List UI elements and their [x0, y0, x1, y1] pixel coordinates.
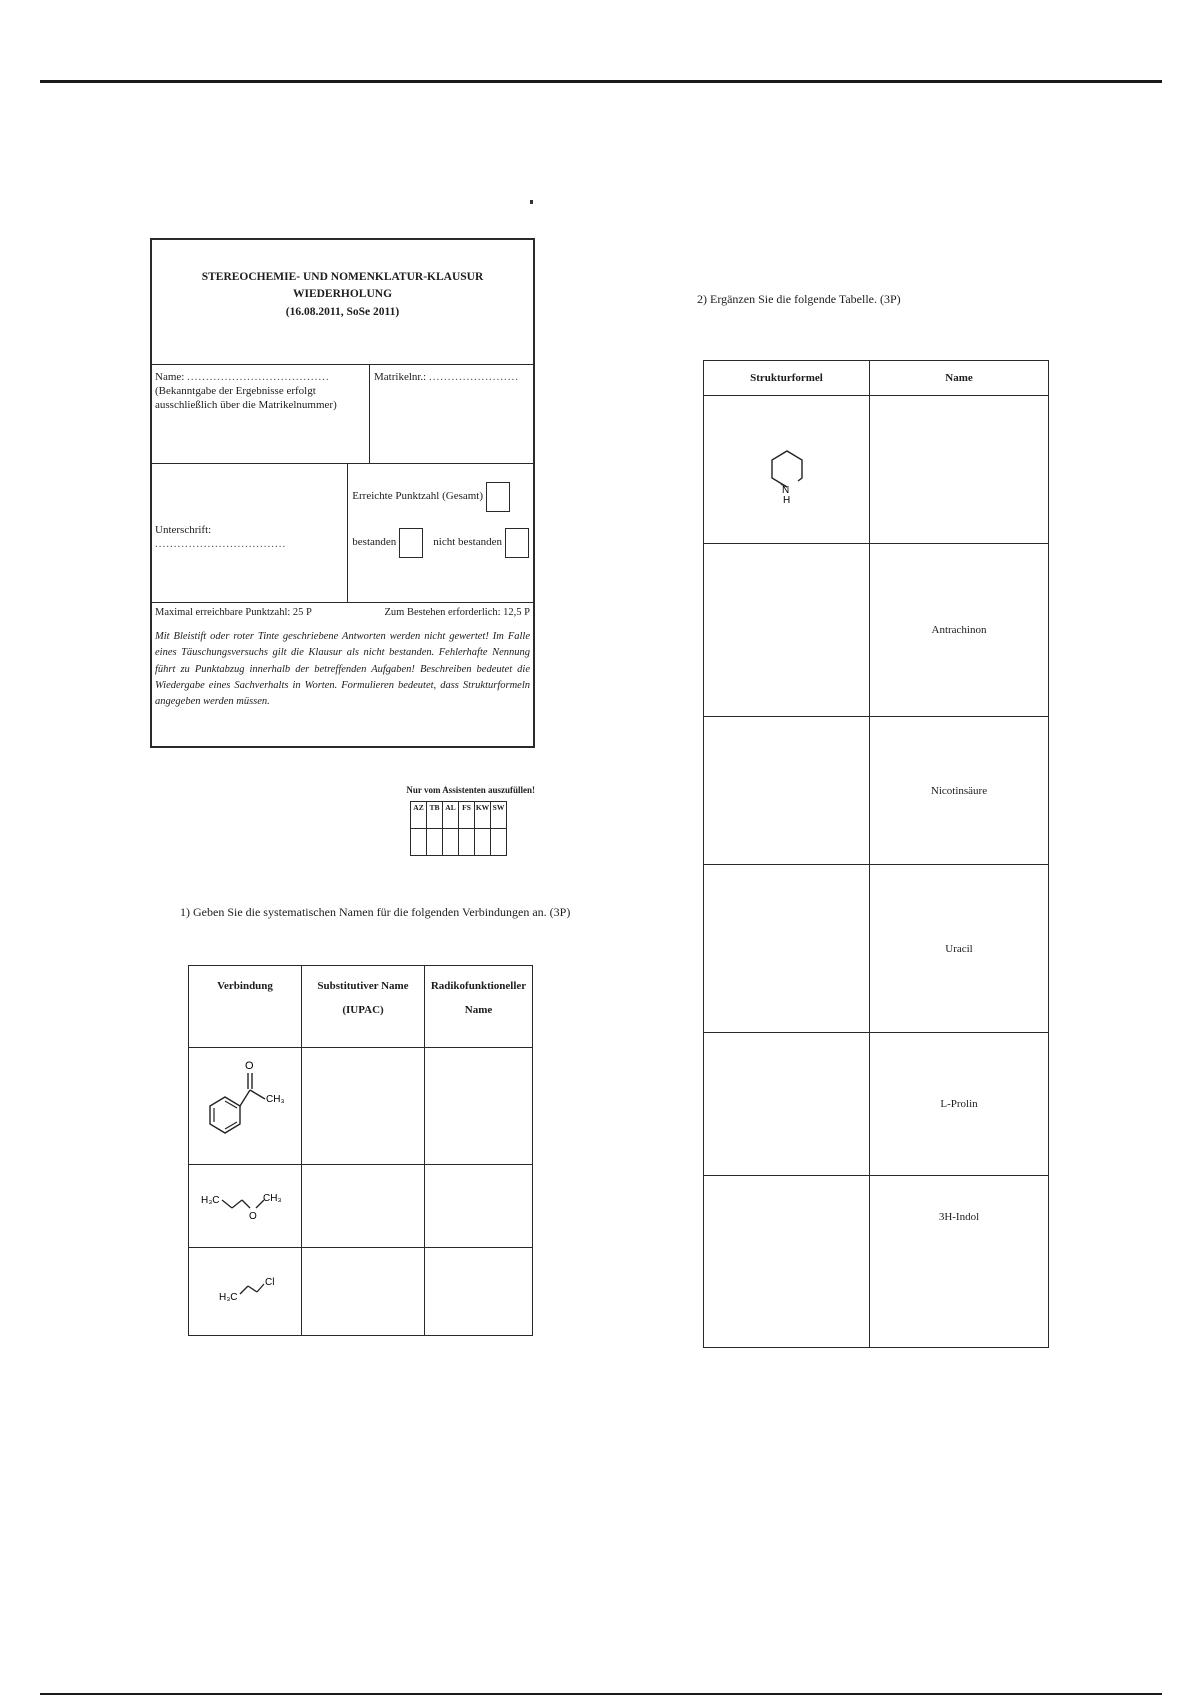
grader-az: AZ: [411, 802, 427, 829]
signature-label: Unterschrift:: [155, 524, 212, 536]
col-header-structure: Strukturformel: [704, 361, 870, 396]
methyl-label: H₃C: [201, 1194, 220, 1206]
grade-cell[interactable]: [443, 829, 459, 856]
structure-answer-cell[interactable]: [704, 1033, 870, 1176]
compound-name: Nicotinsäure: [870, 717, 1049, 865]
header-rule: [40, 80, 1162, 83]
radicofunctional-answer-cell[interactable]: [425, 1165, 533, 1248]
table-row: [704, 544, 1049, 717]
grader-kw: KW: [475, 802, 491, 829]
name-field[interactable]: ......................................: [187, 371, 330, 383]
scan-artifact: [530, 200, 533, 204]
iupac-answer-cell[interactable]: [302, 1048, 425, 1165]
radicofunctional-answer-cell[interactable]: [425, 1048, 533, 1165]
name-label: Name:: [155, 371, 185, 383]
compound-name: Uracil: [870, 865, 1049, 1033]
table-row: [189, 1165, 533, 1248]
table-row: [704, 717, 1049, 865]
task-1-prompt: 1) Geben Sie die systematischen Namen für die folgenden Verbindungen an. (3P): [180, 905, 571, 919]
propiophenone-structure: [195, 1055, 295, 1155]
exam-instructions: Mit Bleistift oder roter Tinte geschriebene Antworten werden nicht gewertet! Im Falle eines Täuschungsversuchs gilt die Klausur als nicht bestanden. Fehlerhafte Nennung führt zu Punktabzug innerhalb der betreffenden Aufgaben! Beschreiben bedeutet die Wiedergabe eines Sachverhalts in Worten. Formulieren bedeutet, dass Strukturformeln angegeben werden müssen.: [155, 631, 530, 708]
iupac-answer-cell[interactable]: [302, 1248, 425, 1336]
failed-checkbox[interactable]: [505, 528, 529, 558]
points-box[interactable]: [486, 482, 510, 512]
structure-cell: [189, 1048, 302, 1165]
structure-cell: [704, 396, 870, 544]
grade-cell[interactable]: [475, 829, 491, 856]
iupac-answer-cell[interactable]: [302, 1165, 425, 1248]
grade-cell[interactable]: [459, 829, 475, 856]
signature-cell: [152, 464, 348, 602]
oxygen-label: O: [249, 1210, 257, 1222]
matrikel-cell: [370, 365, 533, 463]
result-cell: [348, 464, 533, 602]
grade-cell[interactable]: [411, 829, 427, 856]
name-cell: [152, 365, 370, 463]
grader-fs: FS: [459, 802, 475, 829]
structure-cell: [189, 1248, 302, 1336]
exam-cover-sheet: [150, 238, 535, 748]
structure-answer-cell[interactable]: [704, 1176, 870, 1348]
chlorine-label: Cl: [265, 1277, 275, 1288]
table-row: [189, 1248, 533, 1336]
chloride-structure: [195, 1260, 295, 1320]
task-2-table: [703, 360, 1049, 1348]
signature-row: [152, 464, 533, 602]
signature-field[interactable]: ...................................: [155, 537, 287, 550]
exam-title: STEREOCHEMIE- UND NOMENKLATUR-KLAUSUR: [201, 271, 484, 283]
table-row: [704, 1033, 1049, 1176]
passed-checkbox[interactable]: [399, 528, 423, 558]
col-header-name: Name: [870, 361, 1049, 396]
identity-row: [152, 365, 533, 464]
structure-answer-cell[interactable]: [704, 865, 870, 1033]
footer-rule: [40, 1693, 1162, 1695]
compound-name: 3H-Indol: [870, 1176, 1049, 1348]
exam-subtitle: WIEDERHOLUNG: [292, 288, 393, 301]
points-label: Erreichte Punktzahl (Gesamt): [352, 490, 484, 503]
task-2-prompt: 2) Ergänzen Sie die folgende Tabelle. (3P): [697, 292, 901, 306]
hydrogen-label: H: [782, 495, 790, 506]
assistant-label: Nur vom Assistenten auszufüllen!: [406, 785, 535, 795]
col-header-iupac: Substitutiver Name (IUPAC): [302, 966, 425, 1048]
table-row: [189, 1048, 533, 1165]
exam-title-block: [152, 240, 533, 365]
piperidine-structure: [752, 423, 822, 513]
failed-label: nicht bestanden: [433, 536, 502, 549]
col-header-radicofunctional: Radikofunktioneller Name: [425, 966, 533, 1048]
max-points: Maximal erreichbare Punktzahl: 25 P: [155, 607, 312, 618]
grader-tb: TB: [427, 802, 443, 829]
matrikel-field[interactable]: ........................: [429, 371, 519, 383]
structure-answer-cell[interactable]: [704, 544, 870, 717]
radicofunctional-answer-cell[interactable]: [425, 1248, 533, 1336]
table-row: [704, 396, 1049, 544]
ether-structure: [195, 1175, 295, 1235]
grader-al: AL: [443, 802, 459, 829]
nitrogen-label: N: [781, 485, 789, 496]
structure-answer-cell[interactable]: [704, 717, 870, 865]
exam-info: [152, 602, 533, 713]
task-1-table: [188, 965, 533, 1336]
grade-cell[interactable]: [491, 829, 507, 856]
compound-name: L-Prolin: [870, 1033, 1049, 1176]
table-row: [704, 865, 1049, 1033]
pass-points: Zum Bestehen erforderlich: 12,5 P: [384, 607, 530, 618]
col-header-compound: Verbindung: [189, 966, 302, 1048]
oxygen-label: O: [245, 1059, 254, 1072]
name-note: (Bekanntgabe der Ergebnisse erfolgt ausschließlich über die Matrikelnummer): [155, 384, 337, 411]
grade-cell[interactable]: [427, 829, 443, 856]
methyl-label: H₃C: [219, 1292, 238, 1303]
passed-label: bestanden: [352, 536, 397, 549]
table-row: [704, 1176, 1049, 1348]
matrikel-label: Matrikelnr.:: [374, 371, 427, 383]
name-answer-cell[interactable]: [870, 396, 1049, 544]
structure-cell: [189, 1165, 302, 1248]
assistant-grading-grid: [395, 785, 535, 856]
exam-date: (16.08.2011, SoSe 2011): [285, 305, 400, 318]
methyl-label: CH₃: [263, 1192, 282, 1204]
compound-name: Antrachinon: [870, 544, 1049, 717]
methyl-label: CH₃: [266, 1093, 285, 1105]
grader-sw: SW: [491, 802, 507, 829]
